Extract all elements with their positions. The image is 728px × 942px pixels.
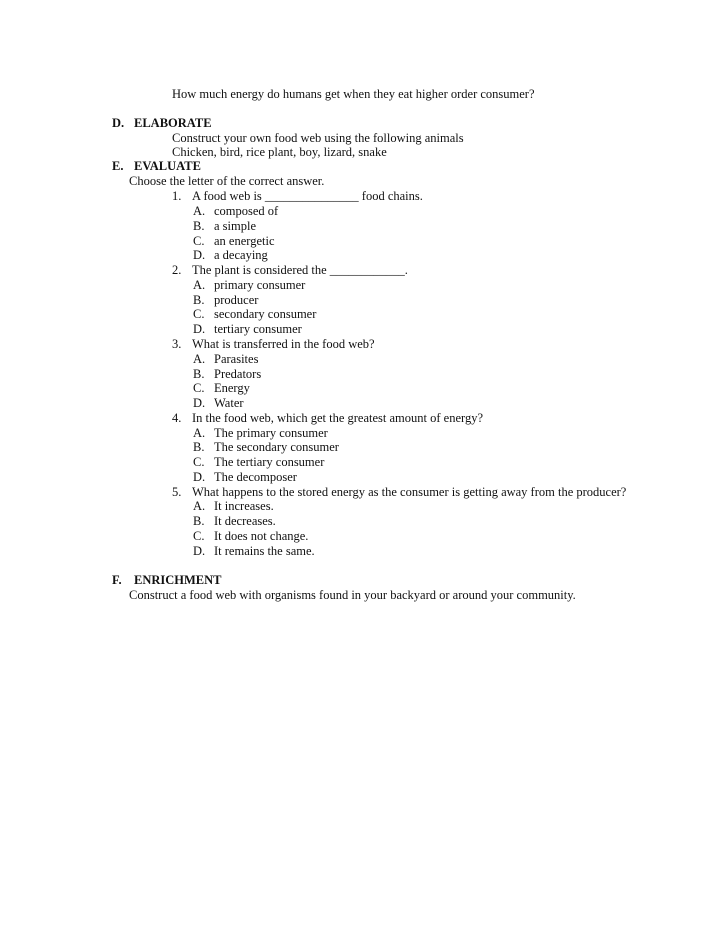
- option-text: It increases.: [214, 499, 274, 513]
- option-letter: A.: [193, 278, 206, 292]
- answer-option: [193, 322, 302, 336]
- enrichment-instruction: Construct a food web with organisms found in your backyard or around your community.: [129, 588, 576, 602]
- question-text: What happens to the stored energy as the consumer is getting away from the producer?: [192, 485, 627, 499]
- option-text: an energetic: [214, 234, 275, 248]
- option-letter: D.: [193, 322, 206, 336]
- option-letter: D.: [193, 544, 206, 558]
- answer-option: [193, 470, 297, 484]
- section-letter: D.: [112, 116, 125, 130]
- option-letter: D.: [193, 248, 206, 262]
- answer-option: [193, 307, 316, 321]
- option-letter: C.: [193, 455, 205, 469]
- answer-option: [193, 204, 278, 218]
- question-text: What is transferred in the food web?: [192, 337, 375, 351]
- option-text: secondary consumer: [214, 307, 317, 321]
- answer-option: [193, 455, 324, 469]
- option-text: primary consumer: [214, 278, 306, 292]
- answer-option: [193, 352, 258, 366]
- option-letter: A.: [193, 499, 206, 513]
- answer-option: [193, 440, 339, 454]
- option-text: Predators: [214, 367, 262, 381]
- section-title: ELABORATE: [134, 116, 212, 130]
- answer-option: [193, 367, 261, 381]
- section-title: EVALUATE: [134, 159, 201, 173]
- top-question: How much energy do humans get when they eat higher order consumer?: [172, 87, 535, 101]
- section-title: ENRICHMENT: [134, 573, 222, 587]
- option-text: Water: [214, 396, 244, 410]
- question-number: 5.: [172, 485, 182, 499]
- answer-option: [193, 381, 250, 395]
- option-letter: B.: [193, 367, 205, 381]
- option-letter: B.: [193, 219, 205, 233]
- question-number: 3.: [172, 337, 182, 351]
- elaborate-organism-list: Chicken, bird, rice plant, boy, lizard, snake: [172, 145, 387, 159]
- section-heading-evaluate: [112, 159, 201, 173]
- question-text: A food web is _______________ food chains.: [192, 189, 423, 203]
- option-text: Parasites: [214, 352, 259, 366]
- option-letter: B.: [193, 293, 205, 307]
- option-text: a decaying: [214, 248, 268, 262]
- answer-option: [193, 396, 244, 410]
- section-letter: F.: [112, 573, 122, 587]
- option-letter: C.: [193, 529, 205, 543]
- question-number: 2.: [172, 263, 182, 277]
- question: [172, 411, 483, 425]
- option-letter: A.: [193, 352, 206, 366]
- option-letter: C.: [193, 307, 205, 321]
- answer-option: [193, 514, 276, 528]
- question-text: In the food web, which get the greatest amount of energy?: [192, 411, 483, 425]
- answer-option: [193, 234, 275, 248]
- answer-option: [193, 219, 256, 233]
- question: [172, 189, 423, 203]
- option-letter: D.: [193, 396, 206, 410]
- option-text: It remains the same.: [214, 544, 315, 558]
- option-text: composed of: [214, 204, 279, 218]
- option-text: The secondary consumer: [214, 440, 339, 454]
- answer-option: [193, 278, 305, 292]
- answer-option: [193, 293, 258, 307]
- question: [172, 485, 626, 499]
- option-letter: A.: [193, 426, 206, 440]
- option-text: It does not change.: [214, 529, 309, 543]
- option-letter: B.: [193, 514, 205, 528]
- option-letter: D.: [193, 470, 206, 484]
- question: [172, 337, 375, 351]
- question: [172, 263, 408, 277]
- answer-option: [193, 426, 328, 440]
- option-letter: C.: [193, 234, 205, 248]
- option-letter: B.: [193, 440, 205, 454]
- question-text: The plant is considered the ____________.: [192, 263, 408, 277]
- section-letter: E.: [112, 159, 124, 173]
- answer-option: [193, 248, 268, 262]
- option-letter: C.: [193, 381, 205, 395]
- answer-option: [193, 544, 315, 558]
- evaluate-instruction: Choose the letter of the correct answer.: [129, 174, 325, 188]
- option-text: Energy: [214, 381, 250, 395]
- question-number: 1.: [172, 189, 182, 203]
- option-text: tertiary consumer: [214, 322, 302, 336]
- option-text: It decreases.: [214, 514, 276, 528]
- option-text: The tertiary consumer: [214, 455, 325, 469]
- option-text: producer: [214, 293, 259, 307]
- answer-option: [193, 529, 308, 543]
- section-heading-elaborate: [112, 116, 212, 130]
- option-text: The decomposer: [214, 470, 297, 484]
- answer-option: [193, 499, 274, 513]
- option-text: a simple: [214, 219, 257, 233]
- section-heading-enrichment: [112, 573, 222, 587]
- question-number: 4.: [172, 411, 182, 425]
- option-text: The primary consumer: [214, 426, 328, 440]
- elaborate-instruction: Construct your own food web using the following animals: [172, 131, 464, 145]
- option-letter: A.: [193, 204, 206, 218]
